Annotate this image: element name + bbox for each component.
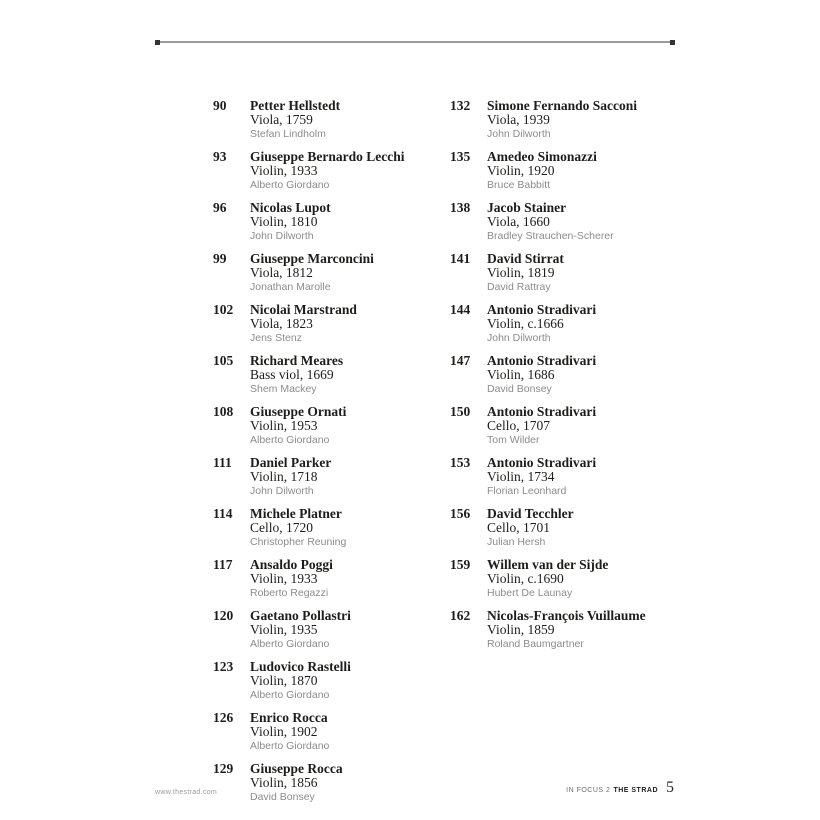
top-rule [156, 41, 674, 43]
entry-contributor: John Dilworth [250, 229, 314, 242]
entry-body [250, 405, 473, 446]
toc-entry [213, 456, 473, 497]
entry-page-number: 123 [213, 659, 234, 674]
toc-entry [450, 558, 710, 599]
entry-contributor: Florian Leonhard [487, 484, 567, 497]
entry-maker-name: Amedeo Simonazzi [487, 149, 597, 164]
toc-entry [213, 762, 473, 803]
entry-contributor: Alberto Giordano [250, 178, 330, 191]
entry-instrument: Viola, 1823 [250, 316, 313, 331]
footer-website-url: www.thestrad.com [155, 789, 217, 796]
entry-page-number: 99 [213, 251, 227, 266]
entry-contributor: Tom Wilder [487, 433, 540, 446]
toc-entry [450, 354, 710, 395]
entry-instrument: Viola, 1812 [250, 265, 313, 280]
entry-page-number: 111 [213, 455, 232, 470]
entry-instrument: Violin, c.1666 [487, 316, 564, 331]
footer-brand-label: THE STRAD [613, 787, 658, 794]
entry-body [250, 456, 473, 497]
entry-page-number: 147 [450, 353, 471, 368]
entry-page-number: 156 [450, 506, 471, 521]
entry-instrument: Bass viol, 1669 [250, 367, 334, 382]
entry-instrument: Violin, 1859 [487, 622, 555, 637]
entry-page-number: 144 [450, 302, 471, 317]
entry-maker-name: Ludovico Rastelli [250, 659, 351, 674]
entry-contributor: Alberto Giordano [250, 739, 330, 752]
toc-entry [213, 558, 473, 599]
entry-instrument: Violin, c.1690 [487, 571, 564, 586]
rule-endcap-left [155, 40, 160, 45]
footer-folio [566, 781, 674, 795]
toc-entry [450, 507, 710, 548]
entry-contributor: Stefan Lindholm [250, 127, 326, 140]
entry-body [250, 354, 473, 395]
entry-page-number: 129 [213, 761, 234, 776]
toc-entry [213, 405, 473, 446]
toc-entry [450, 201, 710, 242]
toc-entry [450, 99, 710, 140]
entry-body [487, 252, 710, 293]
entry-maker-name: Antonio Stradivari [487, 353, 597, 368]
entry-instrument: Violin, 1920 [487, 163, 555, 178]
toc-entry [213, 99, 473, 140]
entry-maker-name: Nicolai Marstrand [250, 302, 357, 317]
entry-contributor: Jens Stenz [250, 331, 302, 344]
entry-body [250, 558, 473, 599]
entry-instrument: Violin, 1856 [250, 775, 318, 790]
entry-body [250, 252, 473, 293]
toc-entry [213, 252, 473, 293]
toc-entry [450, 150, 710, 191]
entry-instrument: Violin, 1933 [250, 571, 318, 586]
entry-maker-name: Nicolas Lupot [250, 200, 331, 215]
entry-contributor: Roland Baumgartner [487, 637, 584, 650]
entry-page-number: 126 [213, 710, 234, 725]
entry-page-number: 108 [213, 404, 234, 419]
entry-contributor: David Bonsey [487, 382, 552, 395]
entry-maker-name: Giuseppe Ornati [250, 404, 347, 419]
entry-instrument: Violin, 1935 [250, 622, 318, 637]
entry-contributor: David Bonsey [250, 790, 315, 803]
entry-page-number: 132 [450, 98, 471, 113]
toc-entry [213, 507, 473, 548]
footer-page-number: 5 [666, 779, 674, 796]
entry-maker-name: Enrico Rocca [250, 710, 328, 725]
entry-page-number: 153 [450, 455, 471, 470]
entry-maker-name: Antonio Stradivari [487, 404, 597, 419]
entry-page-number: 93 [213, 149, 227, 164]
entry-page-number: 162 [450, 608, 471, 623]
toc-entry [450, 252, 710, 293]
entry-page-number: 138 [450, 200, 471, 215]
entry-body [487, 201, 710, 242]
entry-contributor: John Dilworth [487, 331, 551, 344]
entry-instrument: Cello, 1720 [250, 520, 313, 535]
entry-maker-name: Gaetano Pollastri [250, 608, 351, 623]
entry-contributor: Bradley Strauchen-Scherer [487, 229, 614, 242]
entry-page-number: 120 [213, 608, 234, 623]
entry-instrument: Violin, 1819 [487, 265, 555, 280]
entry-maker-name: David Stirrat [487, 251, 564, 266]
entry-body [250, 660, 473, 701]
toc-entry [213, 201, 473, 242]
entry-contributor: Alberto Giordano [250, 637, 330, 650]
entry-contributor: Jonathan Marolle [250, 280, 331, 293]
entry-contributor: Bruce Babbitt [487, 178, 551, 191]
entry-instrument: Violin, 1718 [250, 469, 318, 484]
entry-body [250, 762, 473, 803]
entry-maker-name: Willem van der Sijde [487, 557, 609, 572]
entry-instrument: Viola, 1660 [487, 214, 550, 229]
footer-section-label: IN FOCUS 2 [566, 787, 611, 794]
entry-instrument: Cello, 1707 [487, 418, 550, 433]
entry-body [250, 201, 473, 242]
entry-maker-name: Antonio Stradivari [487, 302, 597, 317]
entry-maker-name: Petter Hellstedt [250, 98, 341, 113]
entry-page-number: 114 [213, 506, 233, 521]
entry-body [487, 507, 710, 548]
entry-maker-name: Daniel Parker [250, 455, 332, 470]
entry-instrument: Viola, 1759 [250, 112, 313, 127]
entry-maker-name: Simone Fernando Sacconi [487, 98, 638, 113]
entry-maker-name: Ansaldo Poggi [250, 557, 333, 572]
entry-maker-name: Michele Platner [250, 506, 342, 521]
toc-entry [213, 711, 473, 752]
entry-page-number: 105 [213, 353, 234, 368]
toc-entry [450, 405, 710, 446]
entry-instrument: Violin, 1902 [250, 724, 318, 739]
entry-instrument: Violin, 1734 [487, 469, 555, 484]
entry-page-number: 90 [213, 98, 227, 113]
toc-entry [213, 609, 473, 650]
entry-page-number: 135 [450, 149, 471, 164]
entry-body [250, 507, 473, 548]
entry-contributor: John Dilworth [487, 127, 551, 140]
toc-entry [213, 150, 473, 191]
entry-body [250, 711, 473, 752]
entry-body [487, 303, 710, 344]
toc-entry [450, 456, 710, 497]
entry-maker-name: Giuseppe Bernardo Lecchi [250, 149, 405, 164]
entry-body [487, 456, 710, 497]
entry-body [250, 609, 473, 650]
entry-contributor: Shem Mackey [250, 382, 317, 395]
entry-instrument: Violin, 1870 [250, 673, 318, 688]
rule-endcap-right [670, 40, 675, 45]
entry-instrument: Viola, 1939 [487, 112, 550, 127]
entry-page-number: 117 [213, 557, 233, 572]
entry-page-number: 141 [450, 251, 471, 266]
entry-instrument: Violin, 1933 [250, 163, 318, 178]
entry-body [487, 150, 710, 191]
entry-body [487, 405, 710, 446]
entry-instrument: Violin, 1686 [487, 367, 555, 382]
entry-instrument: Cello, 1701 [487, 520, 550, 535]
entry-page-number: 102 [213, 302, 234, 317]
entry-contributor: Hubert De Launay [487, 586, 573, 599]
entry-contributor: Roberto Regazzi [250, 586, 329, 599]
entry-instrument: Violin, 1810 [250, 214, 318, 229]
toc-entry [450, 303, 710, 344]
entry-body [487, 354, 710, 395]
entry-contributor: David Rattray [487, 280, 551, 293]
entry-page-number: 96 [213, 200, 227, 215]
entry-contributor: Christopher Reuning [250, 535, 347, 548]
toc-entry [213, 660, 473, 701]
entry-page-number: 159 [450, 557, 471, 572]
entry-maker-name: Antonio Stradivari [487, 455, 597, 470]
entry-contributor: Julian Hersh [487, 535, 546, 548]
entry-body [487, 609, 710, 650]
entry-instrument: Violin, 1953 [250, 418, 318, 433]
entry-contributor: John Dilworth [250, 484, 314, 497]
entry-body [250, 99, 473, 140]
toc-column-left [213, 99, 473, 813]
entry-body [487, 558, 710, 599]
toc-entry [450, 609, 710, 650]
toc-column-right [450, 99, 710, 660]
entry-body [250, 303, 473, 344]
entry-maker-name: Nicolas-François Vuillaume [487, 608, 646, 623]
toc-entry [213, 354, 473, 395]
entry-maker-name: Giuseppe Marconcini [250, 251, 374, 266]
entry-maker-name: Giuseppe Rocca [250, 761, 343, 776]
entry-body [250, 150, 473, 191]
entry-contributor: Alberto Giordano [250, 688, 330, 701]
entry-contributor: Alberto Giordano [250, 433, 330, 446]
entry-maker-name: David Tecchler [487, 506, 574, 521]
entry-page-number: 150 [450, 404, 471, 419]
entry-maker-name: Richard Meares [250, 353, 344, 368]
entry-maker-name: Jacob Stainer [487, 200, 567, 215]
toc-entry [213, 303, 473, 344]
entry-body [487, 99, 710, 140]
